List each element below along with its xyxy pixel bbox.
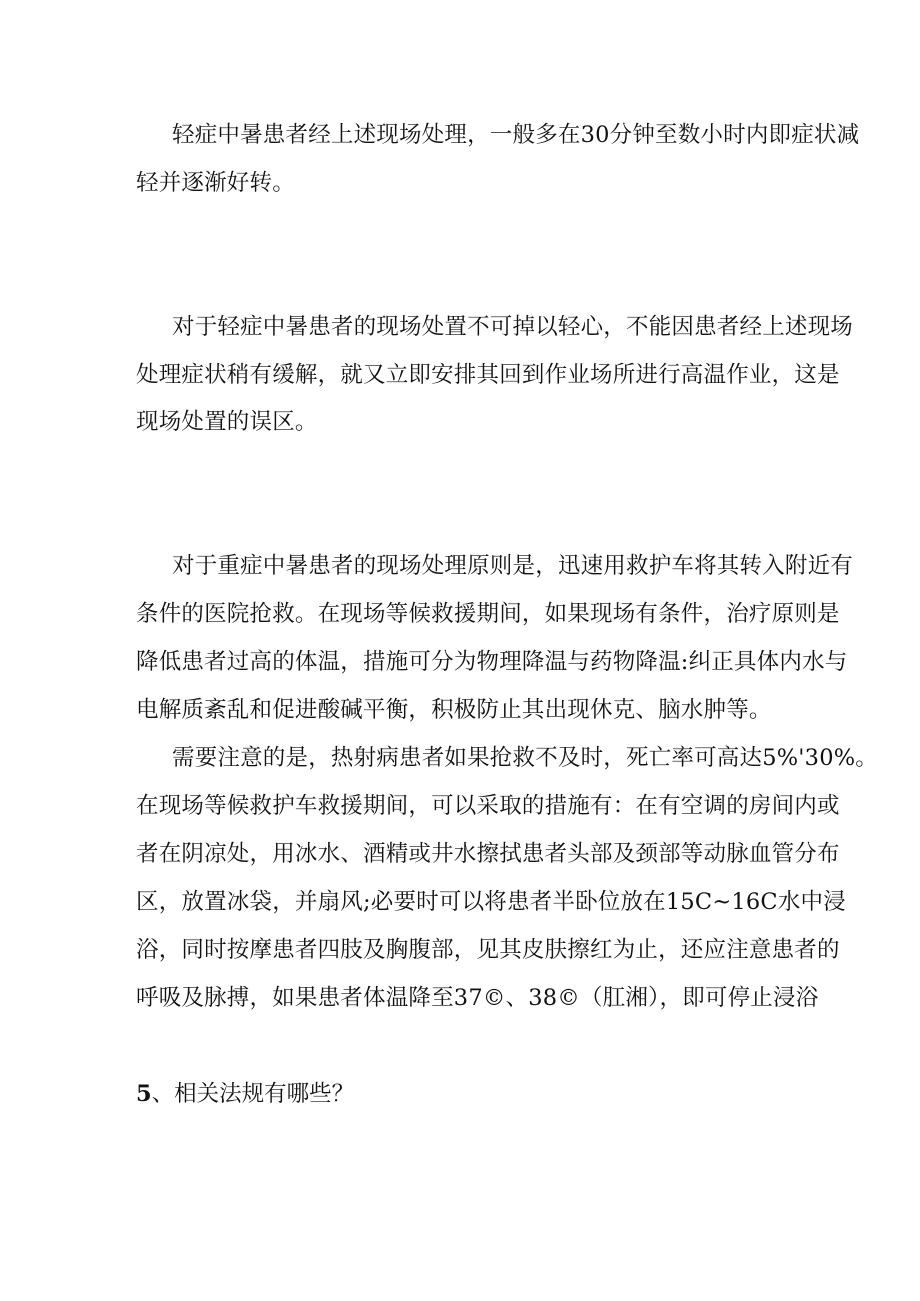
section-5-title: 、相关法规有哪些？ (151, 1081, 355, 1107)
paragraph-4-line-4: 区，放置冰袋，并扇风;必要时可以将患者半卧位放在15C~16C水中浸 (136, 889, 846, 915)
paragraph-2-line-3: 现场处置的误区。 (136, 409, 318, 435)
paragraph-4-line-6: 呼吸及脉搏，如果患者体温降至37©、38©（肛湘），即可停止浸浴 (136, 985, 819, 1011)
paragraph-1-line-2: 轻并逐渐好转。 (136, 170, 295, 196)
paragraph-4-line-5: 浴，同时按摩患者四肢及胸腹部，见其皮肤擦红为止，还应注意患者的 (136, 937, 840, 963)
paragraph-2-line-2: 处理症状稍有缓解，就又立即安排其回到作业场所进行高温作业，这是 (136, 362, 840, 388)
paragraph-1-line-1: 轻症中暑患者经上述现场处理，一般多在30分钟至数小时内即症状减 (172, 122, 860, 148)
paragraph-3-line-1: 对于重症中暑患者的现场处理原则是，迅速用救护车将其转入附近有 (172, 553, 854, 579)
paragraph-4-line-1: 需要注意的是，热射病患者如果抢救不及时，死亡率可高达5%'30%。 (172, 745, 878, 771)
paragraph-4-line-3: 者在阴凉处，用冰水、酒精或井水擦拭患者头部及颈部等动脉血管分布 (136, 841, 840, 867)
section-5-heading (136, 1083, 354, 1106)
paragraph-4-line-2: 在现场等候救护车救援期间，可以采取的措施有：在有空调的房间内或 (136, 793, 840, 819)
paragraph-2-line-1: 对于轻症中暑患者的现场处置不可掉以轻心，不能因患者经上述现场 (172, 314, 854, 340)
paragraph-3-line-2: 条件的医院抢救。在现场等候救援期间，如果现场有条件，治疗原则是 (136, 601, 840, 627)
paragraph-3-line-4: 电解质紊乱和促进酸碱平衡，积极防止其出现休克、脑水肿等。 (136, 697, 772, 723)
section-5-number: 5 (136, 1081, 152, 1107)
paragraph-3-line-3: 降低患者过高的体温，措施可分为物理降温与药物降温:纠正具体内水与 (136, 649, 848, 675)
